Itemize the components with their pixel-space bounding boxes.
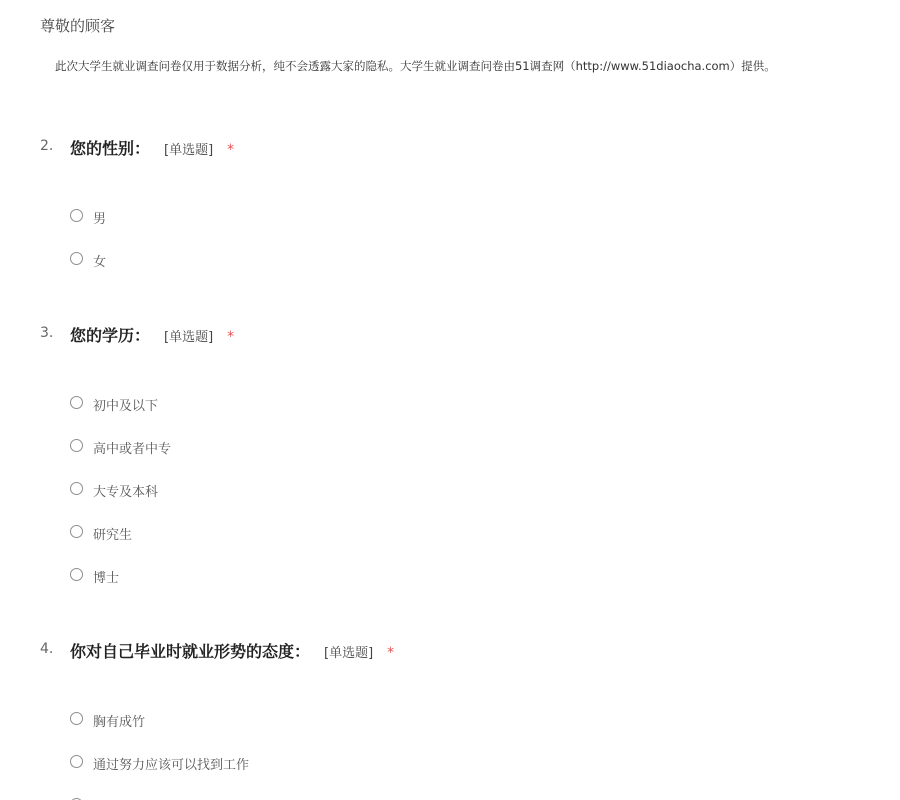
radio-button[interactable] (70, 482, 83, 495)
option-label: 通过努力应该可以找到工作 (93, 758, 250, 773)
intro-text: 此次大学生就业调查问卷仅用于数据分析，纯不会透露大家的隐私。大学生就业调查问卷由51调查网（http://www.51diaocha.com）提供。 (55, 59, 776, 73)
greeting: 尊敬的顾客 (40, 17, 116, 35)
required-marker: * (227, 329, 235, 345)
radio-button[interactable] (70, 252, 83, 265)
question-title-row (40, 323, 880, 347)
question-title-text: 您的学历： (70, 326, 151, 345)
option-label: 初中及以下 (93, 399, 159, 414)
question-title (70, 323, 234, 346)
question-type: [单选题] (324, 646, 374, 661)
option-label: 高中或者中专 (93, 442, 172, 457)
question-title-row (40, 136, 880, 160)
question-type: [单选题] (164, 143, 214, 158)
radio-button[interactable] (70, 712, 83, 725)
question-gender (40, 136, 880, 270)
required-marker: * (227, 142, 235, 158)
question-title-text: 您的性别： (70, 139, 151, 158)
option-label: 大专及本科 (93, 485, 159, 500)
question-employment-attitude (40, 639, 880, 773)
question-title (70, 639, 394, 662)
option-label: 男 (93, 212, 107, 227)
question-title-text: 你对自己毕业时就业形势的态度： (70, 642, 311, 661)
question-type: [单选题] (164, 330, 214, 345)
option-label: 博士 (93, 571, 120, 586)
required-marker: * (387, 645, 395, 661)
question-title-row (40, 639, 880, 663)
question-title (70, 136, 234, 159)
question-number: 4. (40, 641, 54, 657)
radio-button[interactable] (70, 396, 83, 409)
question-education (40, 323, 880, 586)
question-number: 2. (40, 138, 54, 154)
radio-button[interactable] (70, 755, 83, 768)
option-label: 女 (93, 255, 107, 270)
radio-button[interactable] (70, 525, 83, 538)
radio-button[interactable] (70, 209, 83, 222)
option-label: 胸有成竹 (93, 715, 146, 730)
option-label: 研究生 (93, 528, 133, 543)
radio-button[interactable] (70, 439, 83, 452)
radio-button[interactable] (70, 568, 83, 581)
question-number: 3. (40, 325, 54, 341)
